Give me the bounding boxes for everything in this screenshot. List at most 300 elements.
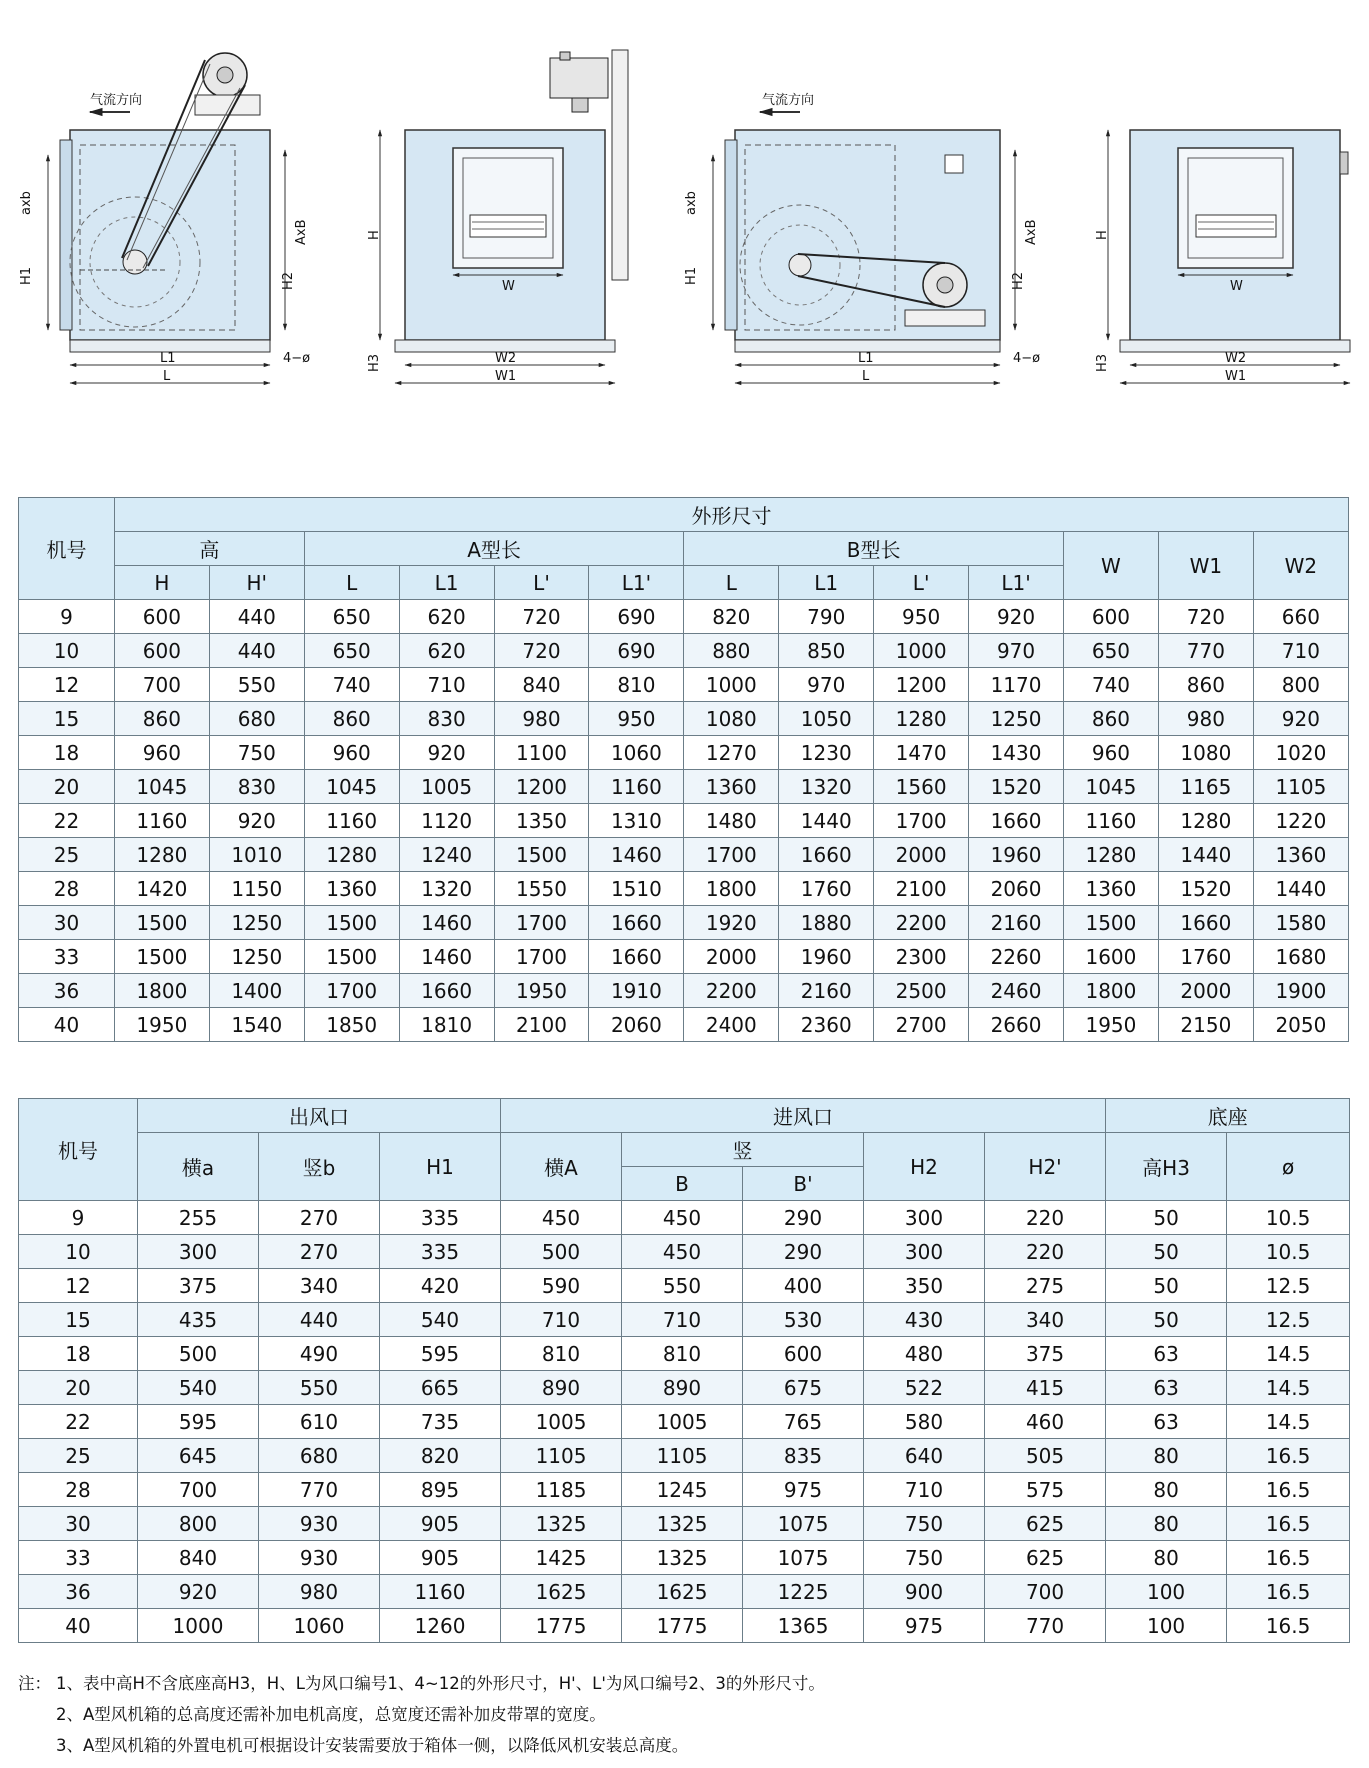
table-cell: 1460	[399, 906, 494, 940]
table-cell: 1560	[874, 770, 969, 804]
notes	[18, 1668, 1348, 1761]
table-cell: 80	[1106, 1473, 1227, 1507]
table-cell: 550	[622, 1269, 743, 1303]
table-cell: 660	[1253, 600, 1348, 634]
table-cell: 440	[209, 600, 304, 634]
table-cell: 860	[1063, 702, 1158, 736]
table-cell: 905	[380, 1507, 501, 1541]
table-cell: 2160	[969, 906, 1064, 940]
table-row	[19, 668, 1349, 702]
table-cell: 1660	[779, 838, 874, 872]
table-cell: 750	[864, 1541, 985, 1575]
table-cell: 1660	[1158, 906, 1253, 940]
model-number-cell: 10	[19, 634, 115, 668]
table-cell: 1230	[779, 736, 874, 770]
table-cell: 1500	[1063, 906, 1158, 940]
outlet-inlet-base-table	[18, 1098, 1350, 1643]
table-cell: 1360	[1063, 872, 1158, 906]
table-cell: 700	[138, 1473, 259, 1507]
table-cell: 500	[138, 1337, 259, 1371]
model-number-cell: 40	[19, 1008, 115, 1042]
svg-text:L: L	[862, 369, 870, 384]
table-cell: 800	[138, 1507, 259, 1541]
col-model: 机号	[19, 498, 115, 600]
table-cell: 900	[864, 1575, 985, 1609]
table-cell: 1320	[779, 770, 874, 804]
table-cell: 1910	[589, 974, 684, 1008]
table-row	[19, 940, 1349, 974]
table-cell: 415	[985, 1371, 1106, 1405]
table-row	[19, 1337, 1350, 1371]
table-cell: 50	[1106, 1303, 1227, 1337]
col-w1: W1	[1158, 532, 1253, 600]
table-cell: 440	[259, 1303, 380, 1337]
table-cell: 650	[304, 600, 399, 634]
table-cell: 1500	[494, 838, 589, 872]
table-cell: 2660	[969, 1008, 1064, 1042]
col-h2-prime: H2'	[985, 1133, 1106, 1201]
col-w: W	[1063, 532, 1158, 600]
svg-text:axb: axb	[19, 191, 34, 215]
table-cell: 450	[501, 1201, 622, 1235]
sub-header: L1'	[969, 566, 1064, 600]
table-cell: 890	[622, 1371, 743, 1405]
table-cell: 1200	[874, 668, 969, 702]
table-cell: 1325	[501, 1507, 622, 1541]
table-cell: 860	[114, 702, 209, 736]
table-cell: 2100	[494, 1008, 589, 1042]
table-cell: 1160	[1063, 804, 1158, 838]
table-cell: 1960	[779, 940, 874, 974]
sub-header: L1	[779, 566, 874, 600]
model-number-cell: 33	[19, 1541, 138, 1575]
table-cell: 335	[380, 1201, 501, 1235]
table-cell: 620	[399, 600, 494, 634]
table-cell: 600	[114, 600, 209, 634]
airflow-label: 气流方向	[90, 93, 143, 108]
table-cell: 255	[138, 1201, 259, 1235]
group-base: 底座	[1106, 1099, 1350, 1133]
table-cell: 1325	[622, 1541, 743, 1575]
table-cell: 1625	[501, 1575, 622, 1609]
table-cell: 540	[138, 1371, 259, 1405]
group-inlet: 进风口	[501, 1099, 1106, 1133]
svg-text:H1: H1	[684, 266, 699, 285]
table-cell: 14.5	[1227, 1405, 1350, 1439]
table-cell: 450	[622, 1235, 743, 1269]
col-inlet-b: B	[622, 1167, 743, 1201]
svg-text:H1: H1	[19, 266, 34, 285]
table-cell: 1760	[779, 872, 874, 906]
svg-text:L1: L1	[160, 351, 176, 366]
table-cell: 1680	[1253, 940, 1348, 974]
table-cell: 14.5	[1227, 1337, 1350, 1371]
table-cell: 14.5	[1227, 1371, 1350, 1405]
svg-text:W2: W2	[495, 351, 517, 366]
sub-header: L1	[399, 566, 494, 600]
table-cell: 920	[1253, 702, 1348, 736]
table-cell: 270	[259, 1235, 380, 1269]
svg-text:H: H	[1095, 230, 1110, 240]
table-cell: 1660	[969, 804, 1064, 838]
table-cell: 63	[1106, 1405, 1227, 1439]
table-cell: 550	[259, 1371, 380, 1405]
table-cell: 1200	[494, 770, 589, 804]
table-cell: 1280	[304, 838, 399, 872]
table-cell: 1160	[380, 1575, 501, 1609]
table-cell: 2000	[684, 940, 779, 974]
model-number-cell: 10	[19, 1235, 138, 1269]
table-cell: 275	[985, 1269, 1106, 1303]
table-cell: 1270	[684, 736, 779, 770]
model-number-cell: 22	[19, 1405, 138, 1439]
table-cell: 1460	[399, 940, 494, 974]
table-cell: 790	[779, 600, 874, 634]
table-row	[19, 1405, 1350, 1439]
table-row	[19, 872, 1349, 906]
table-row	[19, 1609, 1350, 1643]
table-cell: 1080	[684, 702, 779, 736]
table-cell: 63	[1106, 1371, 1227, 1405]
svg-text:axb: axb	[684, 191, 699, 215]
table-cell: 2200	[874, 906, 969, 940]
table-cell: 1660	[589, 940, 684, 974]
table-cell: 1960	[969, 838, 1064, 872]
table-cell: 2150	[1158, 1008, 1253, 1042]
table-cell: 1250	[209, 940, 304, 974]
table-row	[19, 736, 1349, 770]
table-cell: 710	[622, 1303, 743, 1337]
table-cell: 720	[1158, 600, 1253, 634]
table-cell: 1310	[589, 804, 684, 838]
table-cell: 2300	[874, 940, 969, 974]
col-diameter: ø	[1227, 1133, 1350, 1201]
table-cell: 960	[114, 736, 209, 770]
table-cell: 1625	[622, 1575, 743, 1609]
table-cell: 960	[1063, 736, 1158, 770]
table-cell: 890	[501, 1371, 622, 1405]
table-cell: 860	[1158, 668, 1253, 702]
table-cell: 100	[1106, 1575, 1227, 1609]
table-cell: 1105	[501, 1439, 622, 1473]
col-h1: H1	[380, 1133, 501, 1201]
table-cell: 1510	[589, 872, 684, 906]
table-cell: 650	[1063, 634, 1158, 668]
table-cell: 220	[985, 1235, 1106, 1269]
table-cell: 1700	[874, 804, 969, 838]
svg-text:AxB: AxB	[294, 219, 309, 245]
table-row	[19, 1575, 1350, 1609]
table-cell: 2360	[779, 1008, 874, 1042]
table-cell: 980	[1158, 702, 1253, 736]
svg-text:H3: H3	[1095, 353, 1110, 372]
table-cell: 16.5	[1227, 1609, 1350, 1643]
table-cell: 1280	[114, 838, 209, 872]
table-cell: 1280	[1158, 804, 1253, 838]
table-cell: 1185	[501, 1473, 622, 1507]
svg-text:H3: H3	[367, 353, 382, 372]
table-cell: 810	[622, 1337, 743, 1371]
table-cell: 1580	[1253, 906, 1348, 940]
table-cell: 1075	[743, 1507, 864, 1541]
table-cell: 820	[684, 600, 779, 634]
svg-text:H2: H2	[1011, 271, 1026, 290]
table-cell: 80	[1106, 1541, 1227, 1575]
table-cell: 450	[622, 1201, 743, 1235]
table-cell: 850	[779, 634, 874, 668]
table-cell: 975	[743, 1473, 864, 1507]
table-cell: 595	[380, 1337, 501, 1371]
table-cell: 1365	[743, 1609, 864, 1643]
table-cell: 1800	[114, 974, 209, 1008]
table-cell: 1050	[779, 702, 874, 736]
table-cell: 830	[399, 702, 494, 736]
model-number-cell: 33	[19, 940, 115, 974]
table-row	[19, 702, 1349, 736]
table-cell: 16.5	[1227, 1541, 1350, 1575]
table-row	[19, 1303, 1350, 1337]
table-cell: 1500	[114, 940, 209, 974]
table-cell: 680	[209, 702, 304, 736]
table-cell: 1360	[1253, 838, 1348, 872]
table-cell: 1700	[494, 906, 589, 940]
table-cell: 300	[864, 1201, 985, 1235]
table-cell: 580	[864, 1405, 985, 1439]
table-cell: 1760	[1158, 940, 1253, 974]
table-cell: 1430	[969, 736, 1064, 770]
table-cell: 1245	[622, 1473, 743, 1507]
table-cell: 1440	[1253, 872, 1348, 906]
table-cell: 540	[380, 1303, 501, 1337]
table-cell: 975	[864, 1609, 985, 1643]
table-cell: 2000	[874, 838, 969, 872]
col-outlet-b: 竖b	[259, 1133, 380, 1201]
group-b-length: B型长	[684, 532, 1064, 566]
table-cell: 1000	[138, 1609, 259, 1643]
table-cell: 595	[138, 1405, 259, 1439]
table-cell: 375	[138, 1269, 259, 1303]
svg-text:W1: W1	[1225, 369, 1247, 384]
table-cell: 500	[501, 1235, 622, 1269]
table-row	[19, 1439, 1350, 1473]
sub-header: H	[114, 566, 209, 600]
table-cell: 1540	[209, 1008, 304, 1042]
table-cell: 930	[259, 1541, 380, 1575]
table-cell: 970	[969, 634, 1064, 668]
table-cell: 830	[209, 770, 304, 804]
col-h3: 高H3	[1106, 1133, 1227, 1201]
table-cell: 1160	[589, 770, 684, 804]
technical-drawings	[0, 0, 1369, 400]
table-row	[19, 1008, 1349, 1042]
table-cell: 290	[743, 1235, 864, 1269]
table-cell: 810	[589, 668, 684, 702]
table-cell: 1220	[1253, 804, 1348, 838]
svg-text:W: W	[1230, 279, 1243, 294]
table-cell: 1105	[1253, 770, 1348, 804]
outline-table-body	[19, 600, 1349, 1042]
table-cell: 600	[743, 1337, 864, 1371]
table-cell: 335	[380, 1235, 501, 1269]
table-cell: 920	[399, 736, 494, 770]
view-b-side	[684, 92, 1040, 384]
table-cell: 1500	[114, 906, 209, 940]
table-cell: 1500	[304, 940, 399, 974]
table-cell: 770	[259, 1473, 380, 1507]
view-a-side	[19, 53, 310, 384]
table-cell: 600	[114, 634, 209, 668]
table-cell: 575	[985, 1473, 1106, 1507]
table-cell: 1420	[114, 872, 209, 906]
table-row	[19, 1507, 1350, 1541]
table-row	[19, 770, 1349, 804]
table-cell: 710	[399, 668, 494, 702]
table-cell: 750	[209, 736, 304, 770]
model-number-cell: 15	[19, 1303, 138, 1337]
table-cell: 1320	[399, 872, 494, 906]
note-text: 1、表中高H不含底座高H3，H、L为风口编号1、4~12的外形尺寸，H'、L'为风口编号2、3的外形尺寸。	[56, 1674, 825, 1693]
sub-header: H'	[209, 566, 304, 600]
table-cell: 2260	[969, 940, 1064, 974]
table-cell: 710	[1253, 634, 1348, 668]
model-number-cell: 36	[19, 1575, 138, 1609]
table-cell: 1700	[494, 940, 589, 974]
table-cell: 905	[380, 1541, 501, 1575]
table-cell: 1520	[969, 770, 1064, 804]
model-number-cell: 25	[19, 1439, 138, 1473]
table-cell: 2400	[684, 1008, 779, 1042]
svg-text:H2: H2	[281, 271, 296, 290]
table-cell: 880	[684, 634, 779, 668]
table-cell: 1850	[304, 1008, 399, 1042]
table-cell: 1775	[622, 1609, 743, 1643]
table-cell: 2200	[684, 974, 779, 1008]
svg-text:W1: W1	[495, 369, 517, 384]
table-row	[19, 1201, 1350, 1235]
table-cell: 1165	[1158, 770, 1253, 804]
table-row	[19, 974, 1349, 1008]
outline-dimensions-table	[18, 497, 1349, 1042]
svg-text:4−ø: 4−ø	[283, 351, 311, 366]
table-cell: 835	[743, 1439, 864, 1473]
table-cell: 1880	[779, 906, 874, 940]
table-cell: 640	[864, 1439, 985, 1473]
table-cell: 1440	[779, 804, 874, 838]
table-cell: 1950	[114, 1008, 209, 1042]
table-cell: 340	[259, 1269, 380, 1303]
table-cell: 1075	[743, 1541, 864, 1575]
group-outlet: 出风口	[138, 1099, 501, 1133]
group-a-length: A型长	[304, 532, 684, 566]
group-outline: 外形尺寸	[114, 498, 1348, 532]
table-cell: 1100	[494, 736, 589, 770]
model-number-cell: 22	[19, 804, 115, 838]
table-cell: 12.5	[1227, 1303, 1350, 1337]
table-row	[19, 1371, 1350, 1405]
table-cell: 950	[874, 600, 969, 634]
table-cell: 50	[1106, 1269, 1227, 1303]
table-cell: 980	[259, 1575, 380, 1609]
table-cell: 440	[209, 634, 304, 668]
table-cell: 1225	[743, 1575, 864, 1609]
table-cell: 645	[138, 1439, 259, 1473]
model-number-cell: 30	[19, 906, 115, 940]
view-a-front	[367, 50, 628, 384]
table-cell: 16.5	[1227, 1473, 1350, 1507]
model-number-cell: 15	[19, 702, 115, 736]
table-cell: 80	[1106, 1439, 1227, 1473]
table-cell: 300	[864, 1235, 985, 1269]
table-cell: 1920	[684, 906, 779, 940]
table-cell: 1810	[399, 1008, 494, 1042]
table-cell: 665	[380, 1371, 501, 1405]
table-cell: 50	[1106, 1201, 1227, 1235]
svg-text:H: H	[367, 230, 382, 240]
col-outlet-a: 横a	[138, 1133, 259, 1201]
table-cell: 10.5	[1227, 1235, 1350, 1269]
table-cell: 435	[138, 1303, 259, 1337]
table-cell: 970	[779, 668, 874, 702]
table-cell: 840	[138, 1541, 259, 1575]
table-cell: 2060	[969, 872, 1064, 906]
table-cell: 1105	[622, 1439, 743, 1473]
table-cell: 460	[985, 1405, 1106, 1439]
table-row	[19, 1473, 1350, 1507]
table-cell: 690	[589, 600, 684, 634]
table-cell: 63	[1106, 1337, 1227, 1371]
table-cell: 1700	[684, 838, 779, 872]
table-cell: 1775	[501, 1609, 622, 1643]
table-cell: 1360	[304, 872, 399, 906]
model-number-cell: 20	[19, 1371, 138, 1405]
table-cell: 420	[380, 1269, 501, 1303]
col-h2: H2	[864, 1133, 985, 1201]
table-cell: 2050	[1253, 1008, 1348, 1042]
table-cell: 1005	[501, 1405, 622, 1439]
table-cell: 2500	[874, 974, 969, 1008]
table-cell: 100	[1106, 1609, 1227, 1643]
table-cell: 1280	[874, 702, 969, 736]
table-cell: 1520	[1158, 872, 1253, 906]
table-cell: 16.5	[1227, 1507, 1350, 1541]
table-cell: 1045	[304, 770, 399, 804]
table-cell: 1060	[259, 1609, 380, 1643]
sub-header: L'	[494, 566, 589, 600]
svg-text:L1: L1	[858, 351, 874, 366]
table-cell: 765	[743, 1405, 864, 1439]
table-cell: 620	[399, 634, 494, 668]
table-row	[19, 838, 1349, 872]
table-cell: 1600	[1063, 940, 1158, 974]
table-cell: 1250	[969, 702, 1064, 736]
table-cell: 770	[985, 1609, 1106, 1643]
table-cell: 840	[494, 668, 589, 702]
table-cell: 1950	[494, 974, 589, 1008]
table-cell: 1660	[589, 906, 684, 940]
table-cell: 50	[1106, 1235, 1227, 1269]
table-cell: 1020	[1253, 736, 1348, 770]
model-number-cell: 12	[19, 668, 115, 702]
model-number-cell: 36	[19, 974, 115, 1008]
table-cell: 980	[494, 702, 589, 736]
table-cell: 690	[589, 634, 684, 668]
group-height: 高	[114, 532, 304, 566]
note-2	[18, 1699, 1348, 1730]
table-cell: 80	[1106, 1507, 1227, 1541]
table-cell: 770	[1158, 634, 1253, 668]
model-number-cell: 28	[19, 872, 115, 906]
group-vertical: 竖	[622, 1133, 864, 1167]
